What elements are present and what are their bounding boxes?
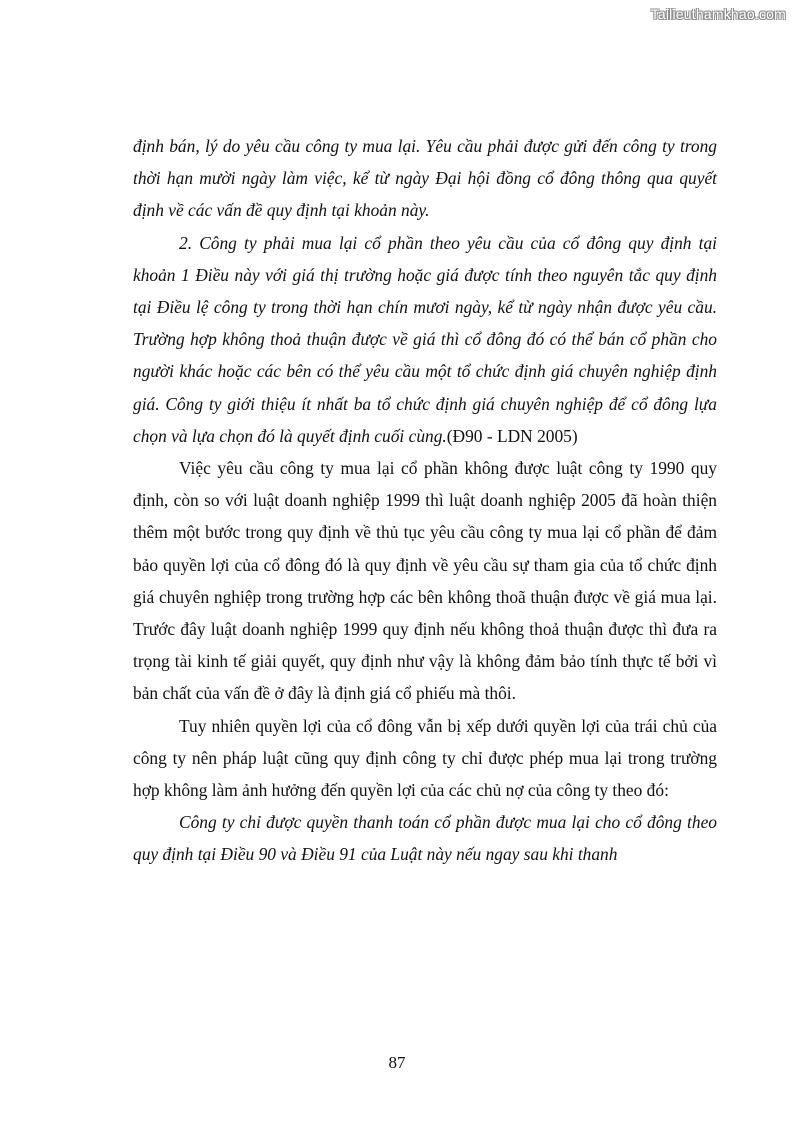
document-body bbox=[133, 130, 717, 871]
paragraph-analysis: Việc yêu cầu công ty mua lại cổ phần không được luật công ty 1990 quy định, còn so với luật doanh nghiệp 1999 thì luật doanh nghiệp 2005 đã hoàn thiện thêm một bước trong quy định về thủ tục yêu cầu công ty mua lại cổ phần để đảm bảo quyền lợi của cổ đông đó là quy định về yêu cầu sự tham gia của tổ chức định giá chuyên nghiệp trong trường hợp các bên không thoã thuận được về giá mua lại. Trước đây luật doanh nghiệp 1999 quy định nếu không thoả thuận được thì đưa ra trọng tài kinh tế giải quyết, quy định như vậy là không đảm bảo tính thực tế bởi vì bản chất của vấn đề ở đây là định giá cổ phiếu mà thôi. bbox=[133, 458, 717, 704]
page-number: 87 bbox=[388, 1053, 406, 1072]
legal-reference: (Đ90 - LDN 2005) bbox=[446, 425, 578, 446]
clause-2-text: 2. Công ty phải mua lại cổ phần theo yêu cầu của cổ đông quy định tại khoản 1 Điều này với giá thị trường hoặc giá được tính theo nguyên tắc quy định tại Điều lệ công ty trong thời hạn chín mươi ngày, kể từ ngày nhận được yêu cầu. Trường hợp không thoả thuận được về giá thì cổ đông đó có thể bán cổ phần cho người khác hoặc các bên có thể yêu cầu một tổ chức định giá chuyên nghiệp định giá. Công ty giới thiệu ít nhất ba tổ chức định giá chuyên nghiệp để cổ đông lựa chọn và lựa chọn đó là quyết định cuối cùng. bbox=[133, 232, 717, 446]
watermark: Tailieuthamkhao.com bbox=[650, 6, 786, 22]
paragraph-continuation: định bán, lý do yêu cầu công ty mua lại. Yêu cầu phải được gửi đến công ty trong thời hạn mười ngày làm việc, kể từ ngày Đại hội đồng cổ đông thông qua quyết định về các vấn đề quy định tại khoản này. bbox=[133, 136, 717, 221]
paragraph-clause-2 bbox=[133, 227, 717, 452]
paragraph-creditor-rights: Tuy nhiên quyền lợi của cổ đông vẫn bị xếp dưới quyền lợi của trái chủ của công ty nên pháp luật cũng quy định công ty chỉ được phép mua lại trong trường hợp không làm ảnh hưởng đến quyền lợi của các chủ nợ của công ty theo đó: bbox=[133, 715, 717, 801]
paragraph-payment-condition: Công ty chỉ được quyền thanh toán cổ phần được mua lại cho cổ đông theo quy định tại Điều 90 và Điều 91 của Luật này nếu ngay sau khi thanh bbox=[133, 812, 717, 865]
